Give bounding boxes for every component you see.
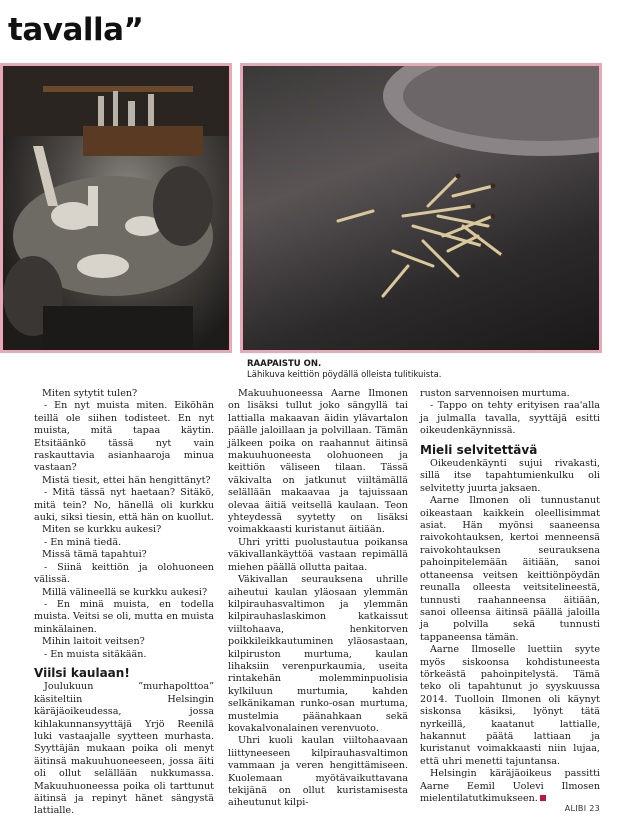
col3_after-paragraph: Aarne Ilmoselle luettiin syyte myös siskoonsa kohdistuneesta törkeästä pahoinpitelystä. Tämä teko oli tapahtunut jo syyskuussa 2014. Tuolloin Ilmonen oli käynyt siskonsa käsiksi, lyönyt tätä nyrkeillä, kaatanut lattialle, hakannut päätä lattiaan ja kuristanut voimakkaasti niin lujaa, että uhri menetti tajuntansa. <box>420 644 600 767</box>
col1-paragraph: - En nyt muista miten. Eiköhän teillä ole siihen todisteet. En nyt muista, mitä tapaa käytin. Etsitäänkö tässä nyt vain raskauttavia asianhaaroja minua vastaan? <box>34 400 214 474</box>
col1-paragraph: Millä välineellä se kurkku aukesi? <box>42 586 208 598</box>
col3-paragraph: ruston sarvennoisen murtuma. <box>420 388 570 399</box>
article-column-2 <box>228 388 408 810</box>
subheading-viilsi: Viilsi kaulaan! <box>34 665 130 680</box>
col1-paragraph: - En minä muista, en todella muista. Veitsi se oli, mutta en muista minkälainen. <box>34 598 214 635</box>
col1-paragraph: - En minä tiedä. <box>44 536 122 548</box>
subheading-mieli: Mieli selvitettävä <box>420 442 538 457</box>
col3_after-paragraph: Helsingin käräjäoikeus passitti Aarne Eemil Uolevi Ilmosen mielentilatutkimukseen. <box>420 768 600 804</box>
col1-paragraph: Missä tämä tapahtui? <box>42 549 147 561</box>
end-mark-icon <box>540 795 546 801</box>
column-3-top <box>420 388 600 438</box>
col1-paragraph: - En muista sitäkään. <box>44 648 147 660</box>
caption-text: Lähikuva keittiön pöydällä olleista tulitikuista. <box>247 370 442 380</box>
col2-paragraph: Makuuhuoneessa Aarne Ilmonen on lisäksi tullut joko sängyllä tai lattialla makaavan äidin ylävartalon päälle jaloillaan ja polvillaan. Tämän jälkeen poika on raahannut äitinsä makuuhuoneesta olohuoneen ja keittiön väliseen tilaan. Tässä väkivalta on jatkunut viiltämällä selällään makaavaa ja tajuissaan olevaa äitiä veitsellä kaulaan. Teon yhteydessä syytetty on lisäksi voimakkaasti kuristanut äitiään. <box>228 388 408 536</box>
col1-paragraph: Mihin laitoit veitsen? <box>42 636 145 648</box>
col1-paragraph: - Mitä tässä nyt haetaan? Sitäkö, mitä tein? No, hänellä oli kurkku auki, siksi tiesin, että hän on kuollut. <box>34 487 214 524</box>
col2-paragraph: Uhri kuoli kaulan viiltohaavaan liittyneeseen kilpirauhasvaltimon vammaan ja veren hengittämiseen. Kuolemaan myötävaikuttavana tekijänä on ollut kuristamisesta aiheutunut kilpi- <box>228 735 408 809</box>
kitchen-table-photo <box>0 63 232 353</box>
col3_after-paragraph: Oikeudenkäynti sujui rivakasti, sillä itse tapahtumienkulku oli selvitetty juurta jaksaen. <box>420 458 600 494</box>
col1-paragraph: Miten se kurkku aukesi? <box>42 524 162 536</box>
page-footer: ALIBI 23 <box>564 804 600 813</box>
col1-paragraph: Mistä tiesit, ettei hän hengittänyt? <box>42 474 211 486</box>
photo-caption <box>247 359 607 381</box>
column-1-body <box>34 681 214 817</box>
interview-text <box>34 388 214 661</box>
col1-paragraph: Miten sytytit tulen? <box>42 388 138 399</box>
article-column-3 <box>420 388 600 805</box>
col2-paragraph: Uhri yritti puolustautua poikansa väkivallankäyttöä vastaan repimällä miehen päällä ollutta paitaa. <box>228 536 408 573</box>
col3_after-paragraph: Aarne Ilmonen oli tunnustanut oikeastaan kaikkein oleellisimmat asiat. Hän myönsi saaneensa raivokohtauksen, kertoi menneensä raivokohtauksen seurauksena pahoinpitelemään äitiään, sanoi ottaneensa veitsen keittiönpöydän reunalla olleesta veitsitelineestä, tunnusti raahanneensa äitiään, sanoi olleensa äitinsä päällä jaloilla ja polvilla sekä tunnusti tappaneensa tämän. <box>420 495 600 643</box>
headline: tavalla” <box>8 12 144 48</box>
col2-paragraph: Väkivallan seurauksena uhrille aiheutui kaulan yläosaan ylemmän kilpirauhasvaltimon ja ylemmän kilpirauhaslaskimon katkaissut viiltohaava, henkitorven poikkileikkautuminen yläosastaan, kilpiruston murtuma, kaulan lihaksiin verenpurkaumia, useita rintakehän molemminpuolisia kylkiluun murtumia, kahden selkänikaman runko-osan murtuma, mustelmia päänahkaan sekä kovakalvonalainen verenvuoto. <box>228 574 408 734</box>
caption-title: RAAPAISTU ON. <box>247 359 322 369</box>
matches-photo <box>240 63 602 353</box>
column-2-body <box>228 388 408 810</box>
column-3-body <box>420 458 600 805</box>
col1-paragraph: - Siinä keittiön ja olohuoneen välissä. <box>34 561 214 586</box>
col1_after-paragraph: Joulukuun ”murhapolttoa” käsiteltiin Helsingin käräjäoikeudessa, jossa kihlakunnansyyttäjä Yrjö Reenilä luki vastaajalle syytteen murhasta. Syyttäjän mukaan poika oli menyt äitinsä makuuhuoneeseen, jossa äiti oli ollut selällään nukkumassa. Makuuhuoneessa poika oli tarttunut äitinsä ja repinyt hänet sängystä lattialle. <box>34 681 214 817</box>
col3-paragraph: - Tappo on tehty erityisen raa'alla ja julmalla tavalla, syyttäjä esitti oikeudenkäynnissä. <box>420 400 600 437</box>
article-column-1 <box>34 388 214 818</box>
